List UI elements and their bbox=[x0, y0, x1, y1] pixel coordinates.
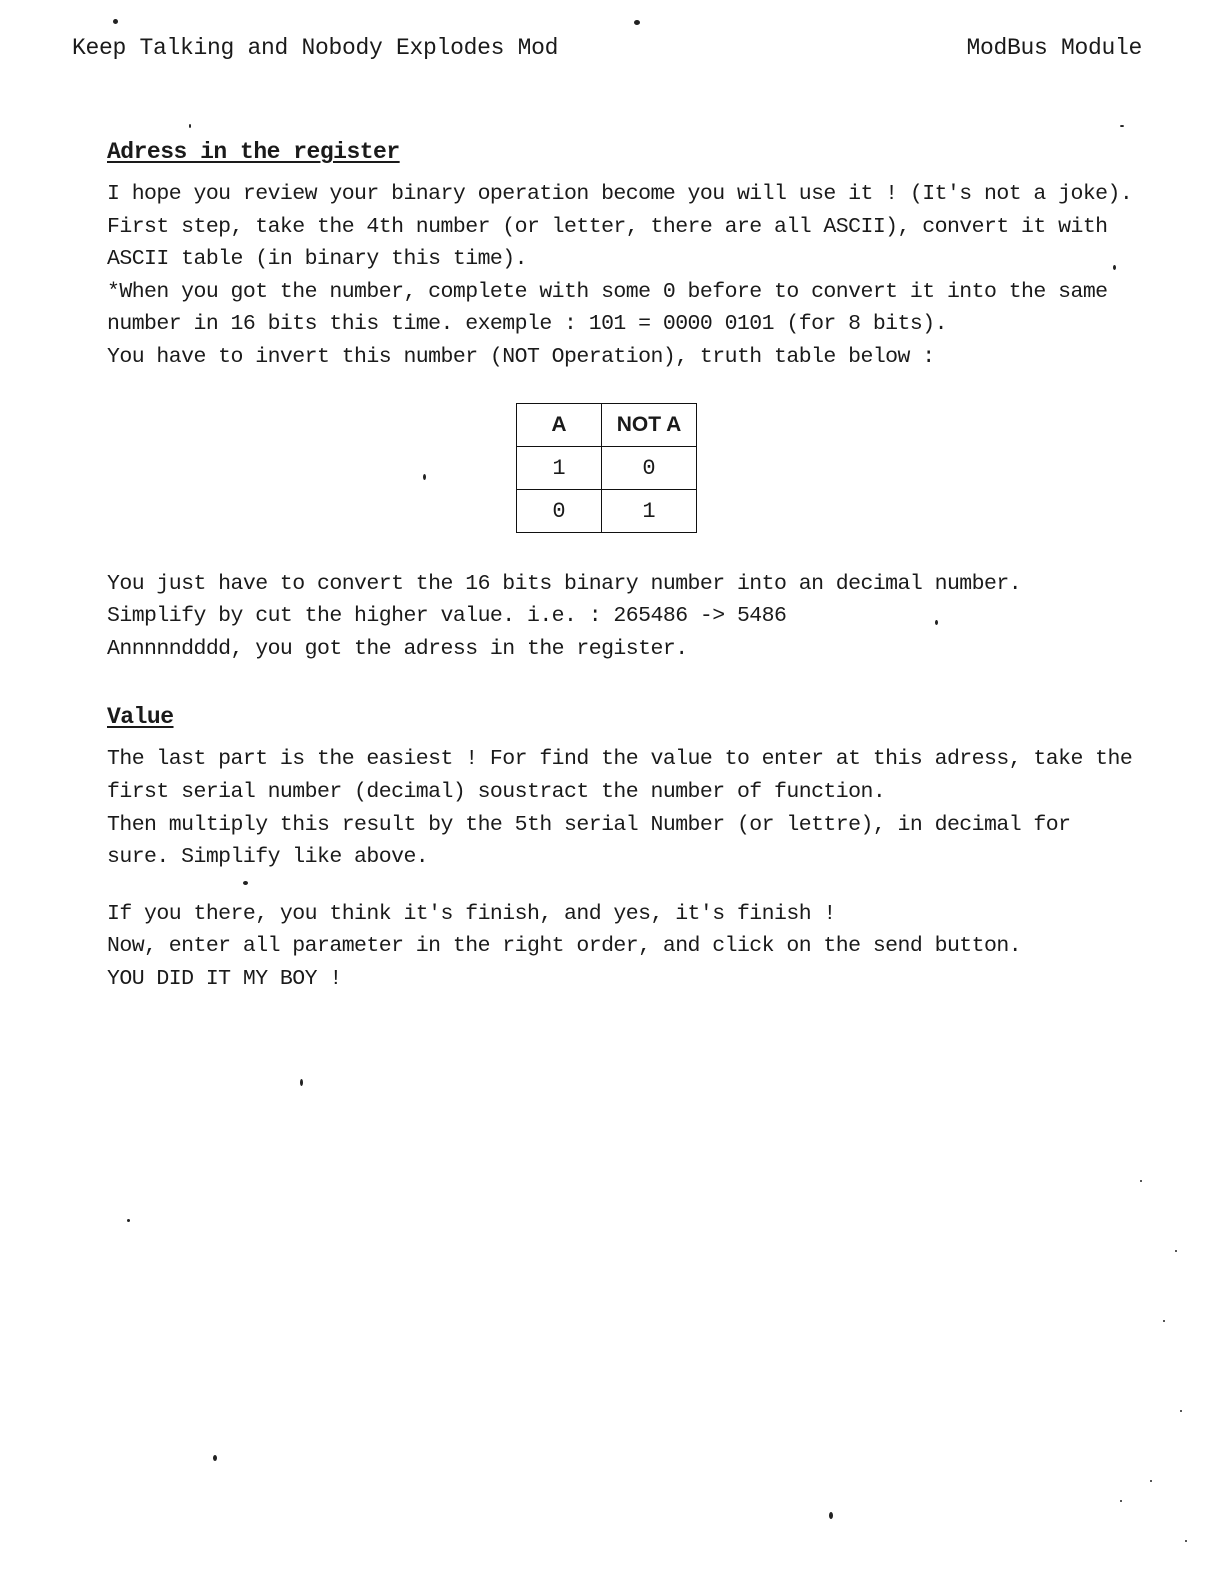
section-gap bbox=[107, 665, 1117, 699]
paragraph-gap bbox=[107, 874, 1117, 898]
paragraph-line: Then multiply this result by the 5th serial Number (or lettre), in decimal for bbox=[107, 812, 1071, 837]
paragraph-line: I hope you review your binary operation become you will use it ! (It's not a joke). bbox=[107, 182, 1133, 206]
paper-speck bbox=[113, 19, 118, 24]
paper-speck bbox=[127, 1219, 130, 1222]
paragraph-line: YOU DID IT MY BOY ! bbox=[107, 966, 342, 991]
not-truth-table bbox=[516, 403, 697, 533]
paper-speck bbox=[829, 1512, 833, 1519]
module-name: ModBus Module bbox=[966, 35, 1142, 61]
paragraph-line: ASCII table (in binary this time). bbox=[107, 247, 527, 272]
paragraph-line: First step, take the 4th number (or letter, there are all ASCII), convert it with bbox=[107, 214, 1108, 239]
paper-speck bbox=[300, 1079, 303, 1086]
value-section-heading: Value bbox=[107, 704, 174, 731]
paper-speck bbox=[423, 474, 426, 480]
table-header-row bbox=[517, 404, 697, 447]
table-row bbox=[517, 447, 697, 490]
paper-speck bbox=[634, 20, 640, 25]
table-cell: 0 bbox=[602, 447, 697, 490]
table-cell: 0 bbox=[517, 490, 602, 533]
paper-speck bbox=[1185, 1540, 1187, 1542]
paper-speck bbox=[1150, 1480, 1152, 1482]
paragraph-line: number in 16 bits this time. exemple : 101 = 0000 0101 (for 8 bits). bbox=[107, 312, 947, 337]
paper-speck bbox=[243, 881, 248, 885]
paragraph-line: Now, enter all parameter in the right order, and click on the send button. bbox=[107, 934, 1022, 959]
table-cell: 1 bbox=[517, 447, 602, 490]
column-header-not-a: NOT A bbox=[602, 404, 697, 447]
paper-speck bbox=[189, 124, 191, 128]
address-section-heading: Adress in the register bbox=[107, 139, 400, 165]
paper-speck bbox=[1120, 1500, 1122, 1502]
paper-speck bbox=[1163, 1320, 1165, 1322]
table-row bbox=[517, 490, 697, 533]
page-header bbox=[72, 30, 1142, 66]
paragraph-line: If you there, you think it's finish, and yes, it's finish ! bbox=[107, 901, 836, 926]
paper-speck bbox=[213, 1455, 217, 1461]
value-instructions bbox=[107, 743, 1133, 873]
column-header-a: A bbox=[517, 404, 602, 447]
paragraph-line: The last part is the easiest ! For find the value to enter at this adress, take the bbox=[107, 747, 1133, 772]
paper-speck bbox=[1180, 1410, 1182, 1412]
address-conversion-steps bbox=[107, 568, 1117, 666]
manual-title: Keep Talking and Nobody Explodes Mod bbox=[72, 35, 559, 61]
paragraph-line: sure. Simplify like above. bbox=[107, 845, 429, 870]
paragraph-line: first serial number (decimal) soustract the number of function. bbox=[107, 779, 886, 804]
paper-speck bbox=[1113, 265, 1116, 270]
closing-remarks bbox=[107, 898, 1117, 996]
paragraph-line: Simplify by cut the higher value. i.e. : 265486 -> 5486 bbox=[107, 604, 787, 629]
table-cell: 1 bbox=[602, 490, 697, 533]
paragraph-line: Annnnndddd, you got the adress in the register. bbox=[107, 636, 688, 661]
paper-speck bbox=[935, 620, 938, 625]
manual-content bbox=[107, 134, 1133, 996]
paragraph-line: You just have to convert the 16 bits binary number into an decimal number. bbox=[107, 571, 1022, 596]
paper-speck bbox=[1120, 125, 1124, 127]
paper-speck bbox=[1175, 1250, 1177, 1252]
paper-speck bbox=[1140, 1180, 1142, 1182]
paragraph-line: *When you got the number, complete with some 0 before to convert it into the same bbox=[107, 279, 1108, 304]
paragraph-line: You have to invert this number (NOT Operation), truth table below : bbox=[107, 344, 935, 369]
address-instructions bbox=[107, 178, 1133, 374]
